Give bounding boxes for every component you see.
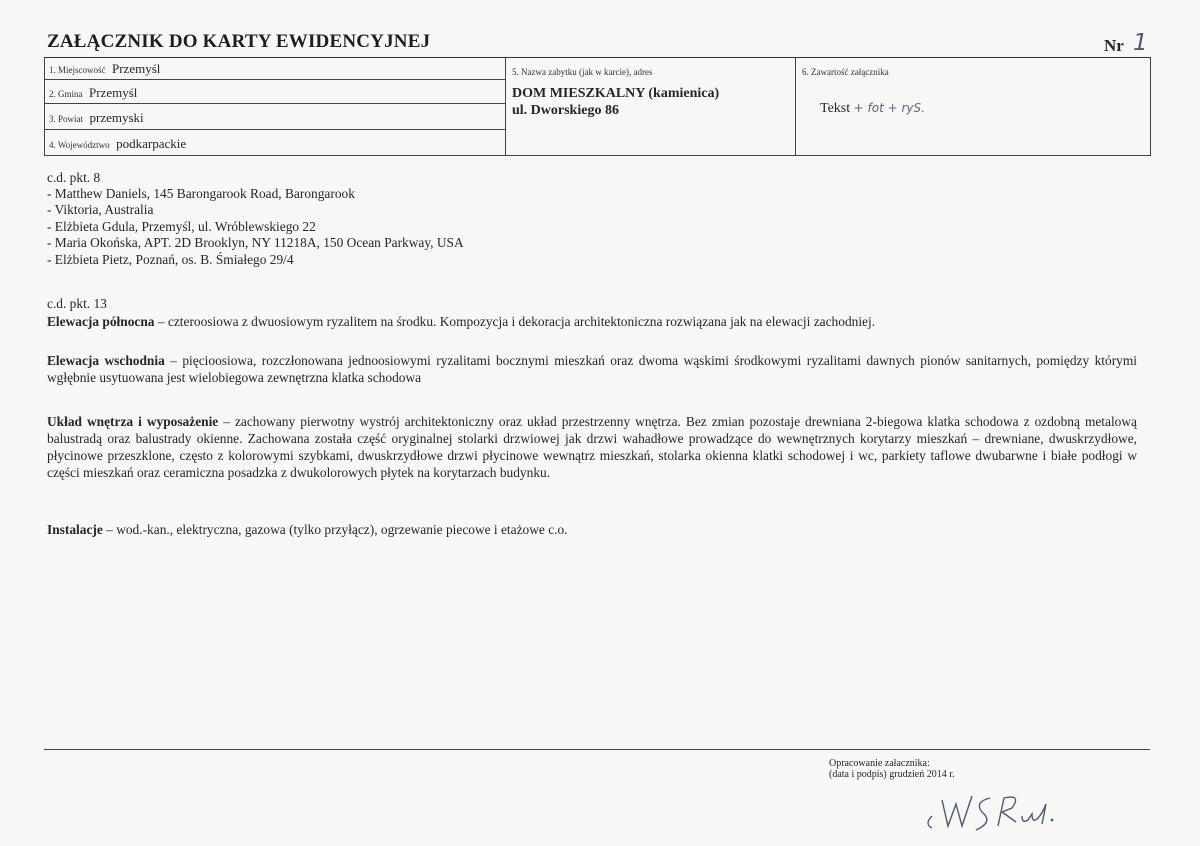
field-label: 1. Miejscowość xyxy=(49,65,106,75)
header-form-table xyxy=(44,57,1150,156)
field-value: podkarpackie xyxy=(116,136,187,151)
content-value xyxy=(820,101,925,117)
paragraph-uklad-wnetrza xyxy=(47,413,1137,481)
paragraph-elewacja-polnocna xyxy=(47,313,1137,330)
field-label: 4. Województwo xyxy=(49,140,110,150)
paragraph-title: Elewacja północna xyxy=(47,314,155,329)
row-divider xyxy=(45,129,505,130)
column-divider xyxy=(795,57,796,156)
field-label: 3. Powiat xyxy=(49,114,84,124)
list-item: - Elżbieta Gdula, Przemyśl, ul. Wróblewskiego 22 xyxy=(47,219,316,234)
paragraph-title: Układ wnętrza i wyposażenie xyxy=(47,414,219,429)
paragraph-title: Instalacje xyxy=(47,522,103,537)
content-handwritten: + fot + ryS. xyxy=(853,101,925,115)
column-divider xyxy=(1150,57,1151,156)
footer-rule xyxy=(44,749,1150,750)
field-wojewodztwo xyxy=(49,136,186,152)
paragraph-text: – pięcioosiowa, rozczłonowana jednoosiowymi ryzalitami bocznymi mieszkań oraz dwoma wąskimi środkowymi ryzalitami dawnych pionów sanitarnych, pomiędzy którymi wgłębnie usytuowana jest wielobiegowa zewnętrzna klatka schodowa xyxy=(47,353,1137,385)
column-divider xyxy=(505,57,506,156)
handwritten-signature xyxy=(920,786,1060,836)
paragraph-title: Elewacja wschodnia xyxy=(47,353,165,368)
field-value: Przemyśl xyxy=(89,85,138,100)
preparation-line: (data i podpis) grudzień 2014 r. xyxy=(829,769,955,780)
preparation-line: Opracowanie załacznika: xyxy=(829,758,930,769)
content-label: 6. Zawartość załącznika xyxy=(802,67,889,77)
row-divider xyxy=(45,103,505,104)
preparation-note xyxy=(829,758,955,780)
nr-value: 1 xyxy=(1133,30,1148,56)
list-item: - Elżbieta Pietz, Poznań, os. B. Śmiałego 29/4 xyxy=(47,252,294,267)
list-item: - Maria Okońska, APT. 2D Brooklyn, NY 11218A, 150 Ocean Parkway, USA xyxy=(47,235,464,250)
content-typed: Tekst xyxy=(820,101,851,116)
paragraph-text: – wod.-kan., elektryczna, gazowa (tylko przyłącz), ogrzewanie piecowe i etażowe c.o. xyxy=(102,522,568,537)
field-powiat xyxy=(49,110,144,126)
monument-name: DOM MIESZKALNY (kamienica) xyxy=(512,86,720,101)
field-gmina xyxy=(49,85,137,101)
monument-label: 5. Nazwa zabytku (jak w karcie), adres xyxy=(512,67,653,77)
paragraph-text: – czteroosiowa z dwuosiowym ryzalitem na środku. Kompozycja i dekoracja architektoniczna rozwiązana jak na elewacji zachodniej. xyxy=(154,314,876,329)
section8-heading: c.d. pkt. 8 xyxy=(47,170,101,185)
field-label: 2. Gmina xyxy=(49,89,83,99)
field-value: przemyski xyxy=(89,110,144,125)
paragraph-text: – zachowany pierwotny wystrój architektoniczny oraz układ przestrzenny wnętrza. Bez zmian pozostaje drewniana 2-biegowa klatka schodowa z ozdobną metalową balustradą oraz balustrady okienne. Zachowana została część oryginalnej stolarki drzwiowej jak drzwi wahadłowe prowadzące do wewnętrznych korytarzy mieszkań – drewniane, dwuskrzydłowe, płycinowe przeszklone, często z kolorowymi szybkami, dwuskrzydłowe drzwi płycinowe wewnątrz mieszkań, stolarka okienna klatki schodowej i wc, parkiety taflowe dwubarwne i białe podłogi w części mieszkań oraz ceramiczna posadzka z dwukolorowych płytek na korytarzach budynku. xyxy=(47,414,1137,480)
monument-address: ul. Dworskiego 86 xyxy=(512,103,619,118)
paragraph-instalacje xyxy=(47,521,1137,538)
monument-info xyxy=(512,85,719,119)
row-divider xyxy=(45,79,505,80)
list-item: - Matthew Daniels, 145 Barongarook Road, Barongarook xyxy=(47,186,355,201)
list-item: - Viktoria, Australia xyxy=(47,202,154,217)
section13-heading: c.d. pkt. 13 xyxy=(47,296,107,311)
nr-label: Nr xyxy=(1104,36,1124,55)
document-title: ZAŁĄCZNIK DO KARTY EWIDENCYJNEJ xyxy=(47,31,431,52)
field-miejscowosc xyxy=(49,61,160,77)
field-value: Przemyśl xyxy=(112,61,161,76)
paragraph-elewacja-wschodnia xyxy=(47,352,1137,386)
